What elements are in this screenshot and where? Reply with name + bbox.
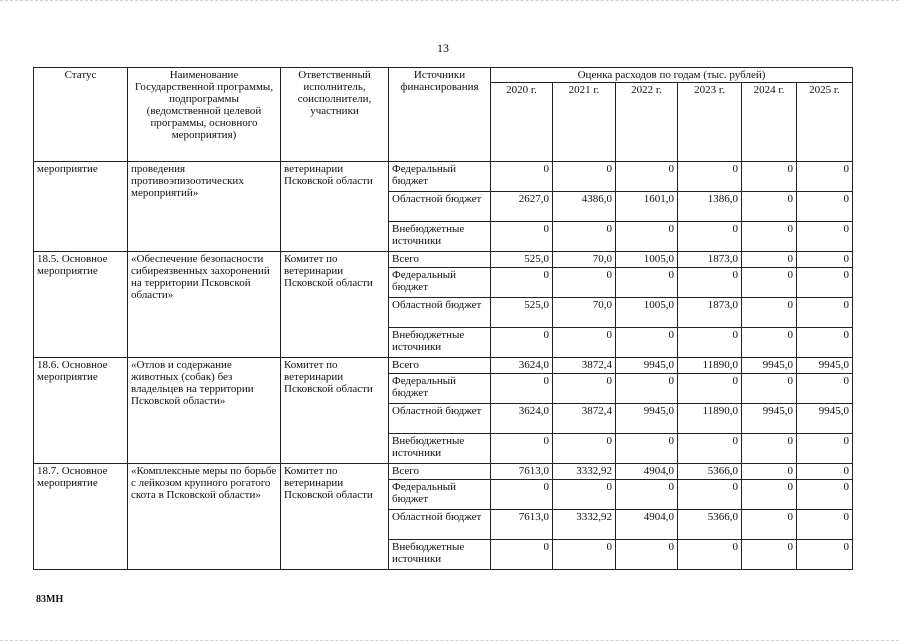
row-status: мероприятие [34,162,128,252]
header-responsible: Ответственный исполнитель, соисполнители, участники [281,68,389,162]
row-value: 0 [742,434,797,464]
row-value: 0 [742,222,797,252]
row-value: 0 [742,162,797,192]
row-value: 0 [616,374,678,404]
row-value: 11890,0 [678,404,742,434]
row-value: 0 [797,298,853,328]
row-program-name: проведения противоэпизоотических мероприятий» [128,162,281,252]
row-value: 3624,0 [491,358,553,374]
row-value: 525,0 [491,298,553,328]
row-value: 3872,4 [553,404,616,434]
row-value: 11890,0 [678,358,742,374]
header-status: Статус [34,68,128,162]
row-value: 0 [616,222,678,252]
header-program-name: Наименование Государственной программы, подпрограммы (ведомственной целевой программы, основного мероприятия) [128,68,281,162]
row-funding-source: Всего [389,252,491,268]
page-number: 13 [437,41,449,55]
row-value: 0 [678,162,742,192]
header-year: 2020 г. [491,83,553,162]
row-value: 0 [742,540,797,570]
row-value: 0 [797,162,853,192]
row-responsible: Комитет по ветеринарии Псковской области [281,358,389,464]
row-value: 3872,4 [553,358,616,374]
row-value: 3332,92 [553,510,616,540]
header-funding-sources: Источники финансирования [389,68,491,162]
row-responsible: Комитет по ветеринарии Псковской области [281,464,389,570]
budget-table [33,67,853,570]
row-funding-source: Внебюджетные источники [389,540,491,570]
row-value: 4386,0 [553,192,616,222]
row-value: 9945,0 [616,404,678,434]
row-funding-source: Федеральный бюджет [389,268,491,298]
header-year: 2025 г. [797,83,853,162]
header-year: 2021 г. [553,83,616,162]
row-value: 0 [797,540,853,570]
row-value: 0 [797,480,853,510]
row-value: 70,0 [553,252,616,268]
row-value: 3624,0 [491,404,553,434]
row-value: 0 [678,434,742,464]
row-value: 0 [491,222,553,252]
row-status: 18.5. Основное мероприятие [34,252,128,358]
row-value: 0 [797,328,853,358]
row-value: 0 [678,480,742,510]
row-value: 0 [491,480,553,510]
row-value: 1005,0 [616,298,678,328]
table-row [34,358,853,374]
row-value: 0 [491,328,553,358]
row-value: 0 [742,480,797,510]
row-funding-source: Всего [389,358,491,374]
row-value: 0 [678,268,742,298]
row-value: 0 [797,222,853,252]
row-value: 3332,92 [553,464,616,480]
row-funding-source: Федеральный бюджет [389,480,491,510]
row-value: 0 [797,434,853,464]
row-responsible: Комитет по ветеринарии Псковской области [281,252,389,358]
row-value: 0 [491,374,553,404]
row-value: 0 [678,222,742,252]
row-value: 0 [616,328,678,358]
row-value: 0 [742,192,797,222]
row-funding-source: Областной бюджет [389,192,491,222]
row-status: 18.6. Основное мероприятие [34,358,128,464]
row-program-name: «Обеспечение безопасности сибиреязвенных захоронений на территории Псковской области» [128,252,281,358]
row-value: 0 [797,510,853,540]
row-funding-source: Федеральный бюджет [389,374,491,404]
table-row [34,464,853,480]
row-value: 0 [616,434,678,464]
row-value: 0 [553,480,616,510]
row-value: 0 [553,268,616,298]
row-value: 0 [678,328,742,358]
row-value: 0 [616,480,678,510]
row-funding-source: Внебюджетные источники [389,222,491,252]
row-value: 0 [616,162,678,192]
row-value: 1005,0 [616,252,678,268]
scan-edge-top [0,0,899,6]
row-program-name: «Комплексные меры по борьбе с лейкозом крупного рогатого скота в Псковской области» [128,464,281,570]
row-value: 0 [742,328,797,358]
row-value: 0 [491,162,553,192]
row-value: 525,0 [491,252,553,268]
row-value: 1873,0 [678,252,742,268]
header-year: 2023 г. [678,83,742,162]
row-program-name: «Отлов и содержание животных (собак) без владельцев на территории Псковской области» [128,358,281,464]
row-value: 0 [742,252,797,268]
row-value: 5366,0 [678,464,742,480]
row-value: 0 [553,374,616,404]
row-value: 0 [797,268,853,298]
row-value: 0 [616,268,678,298]
row-value: 9945,0 [742,358,797,374]
table-row [34,252,853,268]
row-value: 0 [797,252,853,268]
row-value: 5366,0 [678,510,742,540]
row-value: 4904,0 [616,464,678,480]
row-value: 0 [742,268,797,298]
row-value: 0 [797,464,853,480]
row-value: 0 [742,464,797,480]
row-value: 9945,0 [742,404,797,434]
row-value: 0 [678,540,742,570]
row-value: 0 [742,374,797,404]
row-value: 0 [553,328,616,358]
row-value: 0 [491,434,553,464]
row-value: 9945,0 [797,404,853,434]
row-funding-source: Федеральный бюджет [389,162,491,192]
row-value: 70,0 [553,298,616,328]
row-value: 0 [491,268,553,298]
row-funding-source: Внебюджетные источники [389,434,491,464]
row-value: 9945,0 [616,358,678,374]
row-value: 0 [553,162,616,192]
row-status: 18.7. Основное мероприятие [34,464,128,570]
row-value: 0 [678,374,742,404]
table-row [34,162,853,192]
row-funding-source: Областной бюджет [389,510,491,540]
row-funding-source: Областной бюджет [389,404,491,434]
row-value: 2627,0 [491,192,553,222]
row-value: 0 [797,192,853,222]
header-estimate: Оценка расходов по годам (тыс. рублей) [491,68,853,83]
row-value: 1873,0 [678,298,742,328]
row-funding-source: Областной бюджет [389,298,491,328]
row-value: 1386,0 [678,192,742,222]
row-value: 0 [616,540,678,570]
row-value: 7613,0 [491,464,553,480]
row-value: 0 [553,222,616,252]
row-value: 0 [797,374,853,404]
row-funding-source: Всего [389,464,491,480]
header-year: 2022 г. [616,83,678,162]
row-value: 9945,0 [797,358,853,374]
row-funding-source: Внебюджетные источники [389,328,491,358]
row-value: 1601,0 [616,192,678,222]
document-code: 83МН [36,594,64,605]
row-value: 4904,0 [616,510,678,540]
row-value: 0 [553,434,616,464]
row-value: 7613,0 [491,510,553,540]
row-value: 0 [742,510,797,540]
row-value: 0 [742,298,797,328]
row-value: 0 [553,540,616,570]
header-year: 2024 г. [742,83,797,162]
row-value: 0 [491,540,553,570]
row-responsible: ветеринарии Псковской области [281,162,389,252]
